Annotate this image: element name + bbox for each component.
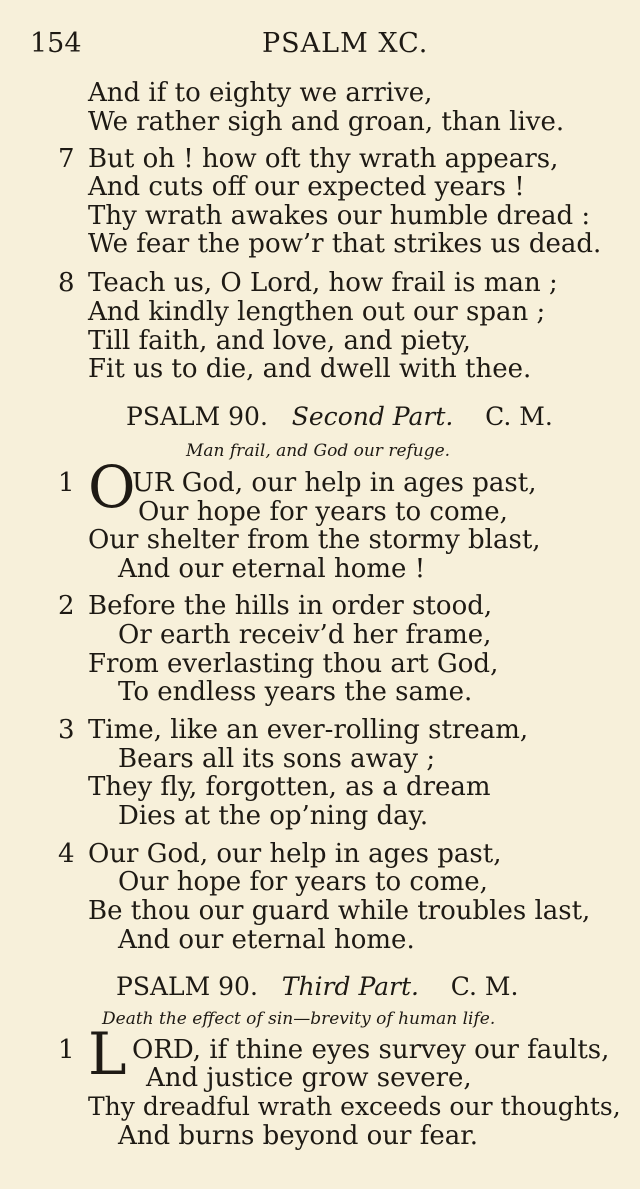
verse-line: Thy dreadful wrath exceeds our thoughts,: [88, 1092, 621, 1121]
page-number: 154: [30, 28, 82, 59]
psalm-title: PSALM 90.: [126, 402, 268, 431]
stanza-number: 1: [58, 468, 75, 498]
psalm-subtitle: Man frail, and God our refuge.: [186, 441, 451, 461]
verse-line: And cuts off our expected years !: [88, 172, 525, 202]
stanza-number: 8: [58, 268, 75, 298]
stanza-number: 3: [58, 715, 75, 745]
verse-line: Our hope for years to come,: [138, 497, 508, 527]
drop-cap: L: [88, 1020, 127, 1088]
verse-line: And kindly lengthen out our span ;: [88, 297, 546, 327]
running-title: PSALM XC.: [262, 28, 429, 59]
psalm-meter: C. M.: [485, 402, 553, 431]
verse-line: Teach us, O Lord, how frail is man ;: [88, 268, 558, 298]
psalm-heading: [126, 402, 553, 431]
verse-line: And our eternal home !: [118, 554, 426, 584]
verse-line: Our hope for years to come,: [118, 867, 488, 897]
verse-line: They fly, forgotten, as a dream: [88, 772, 491, 802]
verse-line: To endless years the same.: [118, 677, 473, 707]
verse-line: Be thou our guard while troubles last,: [88, 896, 591, 926]
psalm-part: Third Part.: [281, 972, 419, 1001]
verse-line: Fit us to die, and dwell with thee.: [88, 354, 532, 384]
verse-line: And if to eighty we arrive,: [88, 78, 433, 108]
verse-line: And our eternal home.: [118, 925, 415, 955]
psalm-heading: [116, 972, 518, 1001]
psalm-part: Second Part.: [291, 402, 454, 431]
verse-line: Our shelter from the stormy blast,: [88, 525, 541, 555]
verse-line: Bears all its sons away ;: [118, 744, 436, 774]
verse-line: Before the hills in order stood,: [88, 591, 493, 621]
psalm-meter: C. M.: [450, 972, 519, 1001]
verse-line: But oh ! how oft thy wrath appears,: [88, 144, 559, 174]
verse-line: We rather sigh and groan, than live.: [88, 107, 565, 137]
verse-line: Time, like an ever-rolling stream,: [88, 715, 529, 745]
verse-line: ORD, if thine eyes survey our faults,: [132, 1035, 610, 1065]
stanza-number: 1: [58, 1035, 75, 1065]
psalm-title: PSALM 90.: [116, 972, 258, 1001]
verse-line: And burns beyond our fear.: [118, 1121, 479, 1151]
psalm-subtitle: Death the effect of sin—brevity of human life.: [102, 1009, 496, 1029]
verse-line: UR God, our help in ages past,: [132, 468, 537, 498]
verse-line: Our God, our help in ages past,: [88, 839, 502, 869]
stanza-number: 7: [58, 144, 75, 174]
verse-line: From everlasting thou art God,: [88, 649, 499, 679]
verse-line: And justice grow severe,: [146, 1063, 472, 1093]
stanza-number: 2: [58, 591, 75, 621]
verse-line: Thy wrath awakes our humble dread :: [88, 201, 591, 231]
verse-line: Dies at the op’ning day.: [118, 801, 429, 831]
verse-line: We fear the pow’r that strikes us dead.: [88, 229, 602, 259]
stanza-number: 4: [58, 839, 75, 869]
verse-line: Till faith, and love, and piety,: [88, 326, 471, 356]
drop-cap: O: [88, 453, 136, 521]
verse-line: Or earth receiv’d her frame,: [118, 620, 492, 650]
